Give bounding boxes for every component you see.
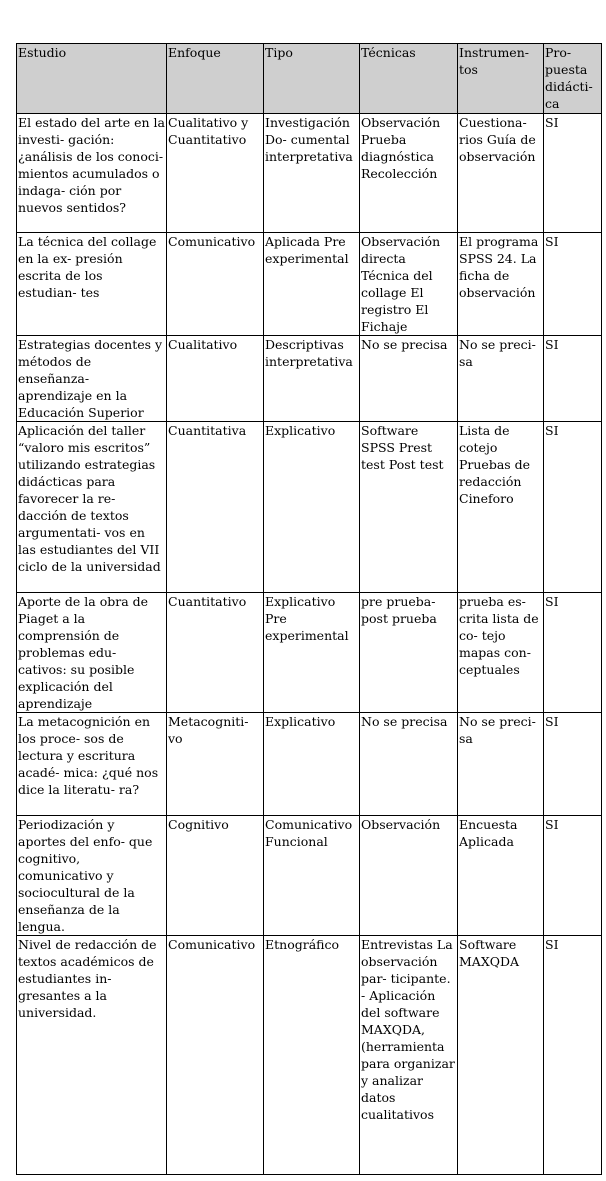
cell-propuesta: SI bbox=[544, 422, 602, 593]
table-header-row bbox=[17, 44, 602, 114]
table-row bbox=[17, 336, 602, 422]
cell-instrumentos: No se preci- sa bbox=[458, 336, 544, 422]
table-row bbox=[17, 713, 602, 816]
cell-instrumentos: Software MAXQDA bbox=[458, 936, 544, 1175]
cell-estudio: Aplicación del taller “valoro mis escritos” utilizando estrategias didácticas para favorecer la re- dacción de textos argumentati- vos en las estudiantes del VII ciclo de la universidad bbox=[17, 422, 167, 593]
header-enfoque: Enfoque bbox=[167, 44, 264, 114]
cell-estudio: El estado del arte en la investi- gación: ¿análisis de los conoci- mientos acumulados o indaga- ción por nuevos sentidos? bbox=[17, 114, 167, 233]
header-estudio: Estudio bbox=[17, 44, 167, 114]
header-tipo: Tipo bbox=[264, 44, 360, 114]
table-row bbox=[17, 816, 602, 936]
cell-tipo: Comunicativo Funcional bbox=[264, 816, 360, 936]
cell-tecnicas: pre prueba- post prueba bbox=[360, 593, 458, 713]
cell-estudio: La técnica del collage en la ex- presión escrita de los estudian- tes bbox=[17, 233, 167, 336]
cell-propuesta: SI bbox=[544, 816, 602, 936]
cell-tipo: Explicativo bbox=[264, 422, 360, 593]
cell-tipo: Etnográfico bbox=[264, 936, 360, 1175]
table-row bbox=[17, 936, 602, 1175]
table-row bbox=[17, 422, 602, 593]
cell-propuesta: SI bbox=[544, 336, 602, 422]
cell-tipo: Aplicada Pre experimental bbox=[264, 233, 360, 336]
cell-instrumentos: El programa SPSS 24. La ficha de observación bbox=[458, 233, 544, 336]
cell-estudio: Aporte de la obra de Piaget a la comprensión de problemas edu- cativos: su posible explicación del aprendizaje bbox=[17, 593, 167, 713]
cell-enfoque: Cuantitativa bbox=[167, 422, 264, 593]
header-tecnicas: Técnicas bbox=[360, 44, 458, 114]
cell-enfoque: Cognitivo bbox=[167, 816, 264, 936]
cell-tipo: Explicativo bbox=[264, 713, 360, 816]
cell-instrumentos: Lista de cotejo Pruebas de redacción Cineforo bbox=[458, 422, 544, 593]
cell-enfoque: Comunicativo bbox=[167, 936, 264, 1175]
cell-propuesta: SI bbox=[544, 593, 602, 713]
table-row bbox=[17, 114, 602, 233]
cell-tipo: Investigación Do- cumental interpretativa bbox=[264, 114, 360, 233]
header-instrumentos: Instrumen-tos bbox=[458, 44, 544, 114]
cell-tecnicas: Observación Prueba diagnóstica Recolección bbox=[360, 114, 458, 233]
cell-tipo: Descriptivas interpretativa bbox=[264, 336, 360, 422]
cell-tecnicas: Software SPSS Prest test Post test bbox=[360, 422, 458, 593]
cell-enfoque: Metacogniti- vo bbox=[167, 713, 264, 816]
cell-estudio: Estrategias docentes y métodos de enseñanza- aprendizaje en la Educación Superior bbox=[17, 336, 167, 422]
cell-enfoque: Cuantitativo bbox=[167, 593, 264, 713]
cell-tipo: Explicativo Pre experimental bbox=[264, 593, 360, 713]
cell-enfoque: Comunicativo bbox=[167, 233, 264, 336]
cell-instrumentos: No se preci- sa bbox=[458, 713, 544, 816]
cell-tecnicas: Entrevistas La observación par- ticipante. - Aplicación del software MAXQDA, (herramienta para organizar y analizar datos cualitativos bbox=[360, 936, 458, 1175]
cell-instrumentos: Cuestiona- rios Guía de observación bbox=[458, 114, 544, 233]
cell-tecnicas: No se precisa bbox=[360, 336, 458, 422]
cell-propuesta: SI bbox=[544, 233, 602, 336]
cell-estudio: Periodización y aportes del enfo- que cognitivo, comunicativo y sociocultural de la enseñanza de la lengua. bbox=[17, 816, 167, 936]
cell-instrumentos: Encuesta Aplicada bbox=[458, 816, 544, 936]
cell-enfoque: Cualitativo bbox=[167, 336, 264, 422]
cell-tecnicas: No se precisa bbox=[360, 713, 458, 816]
cell-tecnicas: Observación directa Técnica del collage El registro El Fichaje bbox=[360, 233, 458, 336]
cell-propuesta: SI bbox=[544, 114, 602, 233]
cell-propuesta: SI bbox=[544, 936, 602, 1175]
table-row bbox=[17, 233, 602, 336]
cell-tecnicas: Observación bbox=[360, 816, 458, 936]
header-propuesta: Pro-puesta didácti-ca bbox=[544, 44, 602, 114]
table-row bbox=[17, 593, 602, 713]
cell-instrumentos: prueba es- crita lista de co- tejo mapas con- ceptuales bbox=[458, 593, 544, 713]
cell-estudio: Nivel de redacción de textos académicos de estudiantes in- gresantes a la universidad. bbox=[17, 936, 167, 1175]
cell-propuesta: SI bbox=[544, 713, 602, 816]
cell-enfoque: Cualitativo y Cuantitativo bbox=[167, 114, 264, 233]
studies-table bbox=[16, 43, 602, 1175]
cell-estudio: La metacognición en los proce- sos de lectura y escritura acadé- mica: ¿qué nos dice la literatu- ra? bbox=[17, 713, 167, 816]
